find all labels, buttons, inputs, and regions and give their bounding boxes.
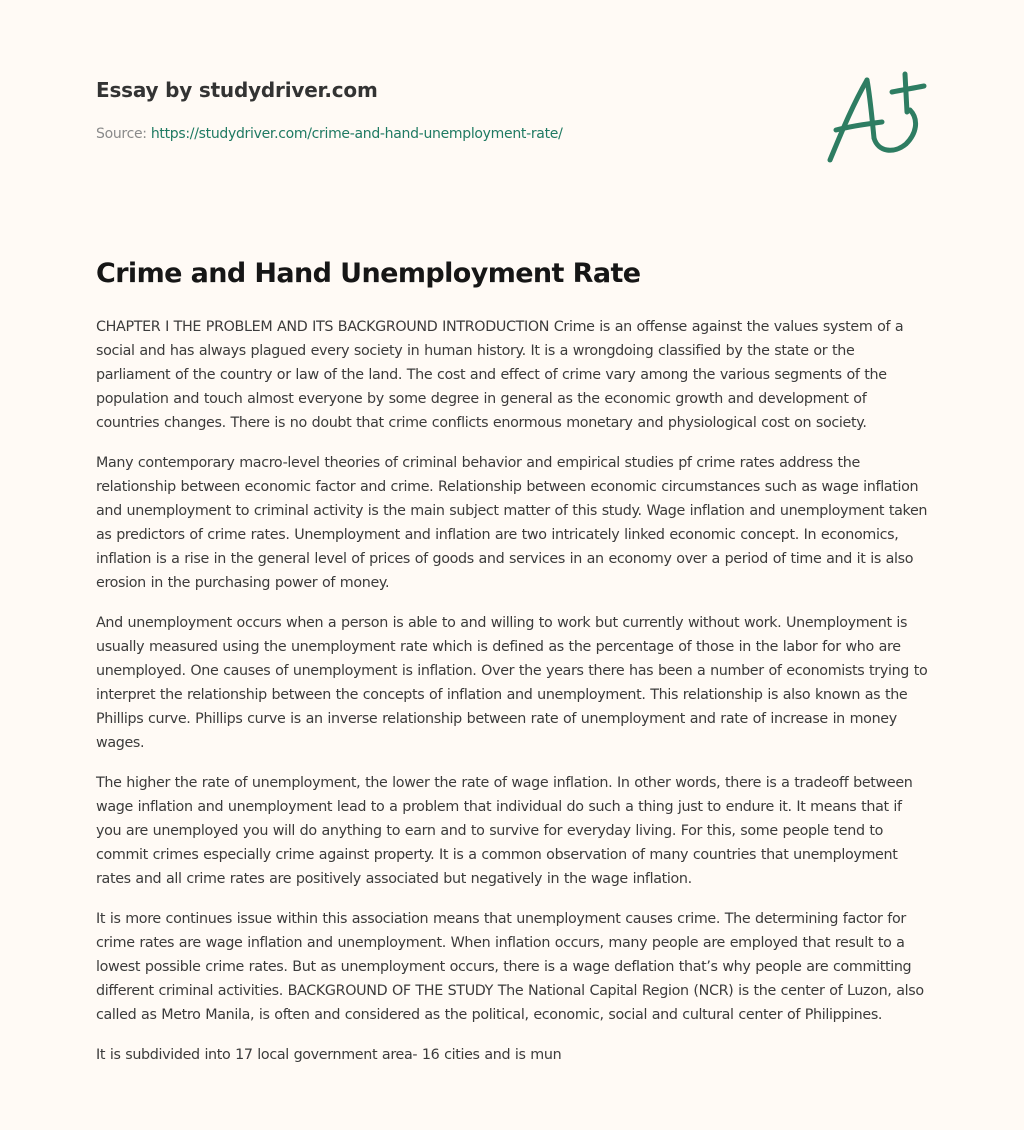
essay-paragraph: And unemployment occurs when a person is able to and willing to work but currently without work. Unemployment is usually measured using the unemployment rate which is defined as the percentage of those in the labor for who are unemployed. One causes of unemployment is inflation. Over the years there has been a number of economists trying to interpret the relationship between the concepts of inflation and unemployment. This relationship is also known as the Phillips curve. Phillips curve is an inverse relationship between rate of unemployment and rate of increase in money wages. [96,615,928,751]
source-line [96,124,796,144]
a-plus-grade-icon [822,66,932,166]
essay-paragraph-truncated: It is subdivided into 17 local government area- 16 cities and is mun [96,1047,562,1063]
essay-paragraph: It is more continues issue within this association means that unemployment causes crime. The determining factor for crime rates are wage inflation and unemployment. When inflation occurs, many people are employed that result to a lowest possible crime rates. But as unemployment occurs, there is a wage deflation that’s why people are committing different criminal activities. BACKGROUND OF THE STUDY The National Capital Region (NCR) is the center of Luzon, also called as Metro Manila, is often and considered as the political, economic, social and cultural center of Philippines. [96,911,924,1023]
page-header [96,74,796,144]
essay-paragraph: The higher the rate of unemployment, the lower the rate of wage inflation. In other words, there is a tradeoff between wage inflation and unemployment lead to a problem that individual do such a thing just to endure it. It means that if you are unemployed you will do anything to earn and to survive for everyday living. For this, some people tend to commit crimes especially crime against property. It is a common observation of many countries that unemployment rates and all crime rates are positively associated but negatively in the wage inflation. [96,775,913,887]
essay-title: Crime and Hand Unemployment Rate [96,258,641,289]
essay-content [96,252,928,1083]
source-label: Source: [96,126,147,142]
source-link[interactable]: https://studydriver.com/crime-and-hand-unemployment-rate/ [150,126,563,142]
essay-paragraph: Many contemporary macro-level theories of criminal behavior and empirical studies pf crime rates address the relationship between economic factor and crime. Relationship between economic circumstances such as wage inflation and unemployment to criminal activity is the main subject matter of this study. Wage inflation and unemployment taken as predictors of crime rates. Unemployment and inflation are two intricately linked economic concept. In economics, inflation is a rise in the general level of prices of goods and services in an economy over a period of time and it is also erosion in the purchasing power of money. [96,455,928,591]
essay-paragraph: CHAPTER I THE PROBLEM AND ITS BACKGROUND INTRODUCTION Crime is an offense against the values system of a social and has always plagued every society in human history. It is a wrongdoing classified by the state or the parliament of the country or law of the land. The cost and effect of crime vary among the various segments of the population and touch almost everyone by some degree in general as the economic growth and development of countries changes. There is no doubt that crime conflicts enormous monetary and physiological cost on society. [96,319,904,431]
site-title: Essay by studydriver.com [96,78,378,102]
